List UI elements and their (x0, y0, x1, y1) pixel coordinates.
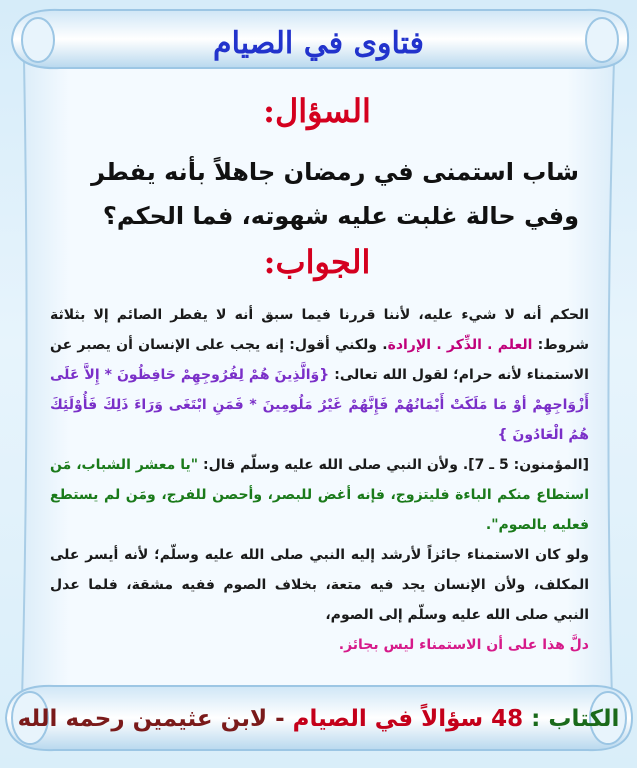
question-text: شاب استمنى في رمضان جاهلاً بأنه يفطر وفي حالة غلبت عليه شهوته، فما الحكم؟ (91, 158, 579, 230)
credit-separator: - (267, 706, 293, 732)
answer-ruling: . ولكني أقول: إنه يجب على الإنسان أن يصبر عن الاستمناء لأنه حرام؛ لقول الله تعالى: (50, 337, 589, 383)
page-title: فتاوى في الصيام (213, 26, 424, 61)
hadith-quote: "يا معشر الشباب، مَن استطاع منكم الباءة فليتزوج، فإنه أغض للبصر، وأحصن للفرج، ومَن لم يستطع فعليه بالصوم". (50, 457, 589, 533)
answer-heading: الجواب: (263, 243, 371, 281)
answer-body (50, 300, 589, 660)
answer-conclusion: دلَّ هذا على أن الاستمناء ليس بجائز. (338, 637, 589, 653)
book-label: الكتاب : (531, 706, 620, 732)
book-credit (0, 706, 637, 732)
conditions-highlight: العلم . الذِّكر . الإرادة (387, 337, 533, 353)
answer-reasoning: ولو كان الاستمناء جائزاً لأرشد إليه النبي صلى الله عليه وسلّم؛ لأنه أيسر على المكلف، ولأن الإنسان يجد فيه متعة، بخلاف الصوم ففيه مشقة، فلما عدل النبي صلى الله عليه وسلّم إلى الصوم، (50, 547, 589, 623)
answer-intro: الحكم أنه لا شيء عليه، لأننا قررنا فيما سبق أنه لا يفطر الصائم إلا بثلاثة شروط: (50, 307, 589, 353)
question-heading: السؤال: (263, 92, 371, 130)
quran-verse: {وَالَّذِينَ هُمْ لِفُرُوجِهِمْ حَافِظُونَ * إِلاَّ عَلَى أَزْوَاجِهِمْ أوْ مَا مَلَكَتْ أَيْمَانُهُمْ فَإِنَّهُمْ غَيْرُ مَلُومِينَ * فَمَنِ ابْتَغَى وَرَاءَ ذَلِكَ فَأُوْلَئِكَ هُمُ الْعَادُونَ } (50, 367, 589, 443)
verse-reference: [المؤمنون: 5 ـ 7]. ولأن النبي صلى الله عليه وسلّم قال: (198, 457, 590, 473)
book-author: لابن عثيمين رحمه الله (17, 706, 268, 732)
book-title: 48 سؤالاً في الصيام (292, 706, 524, 732)
